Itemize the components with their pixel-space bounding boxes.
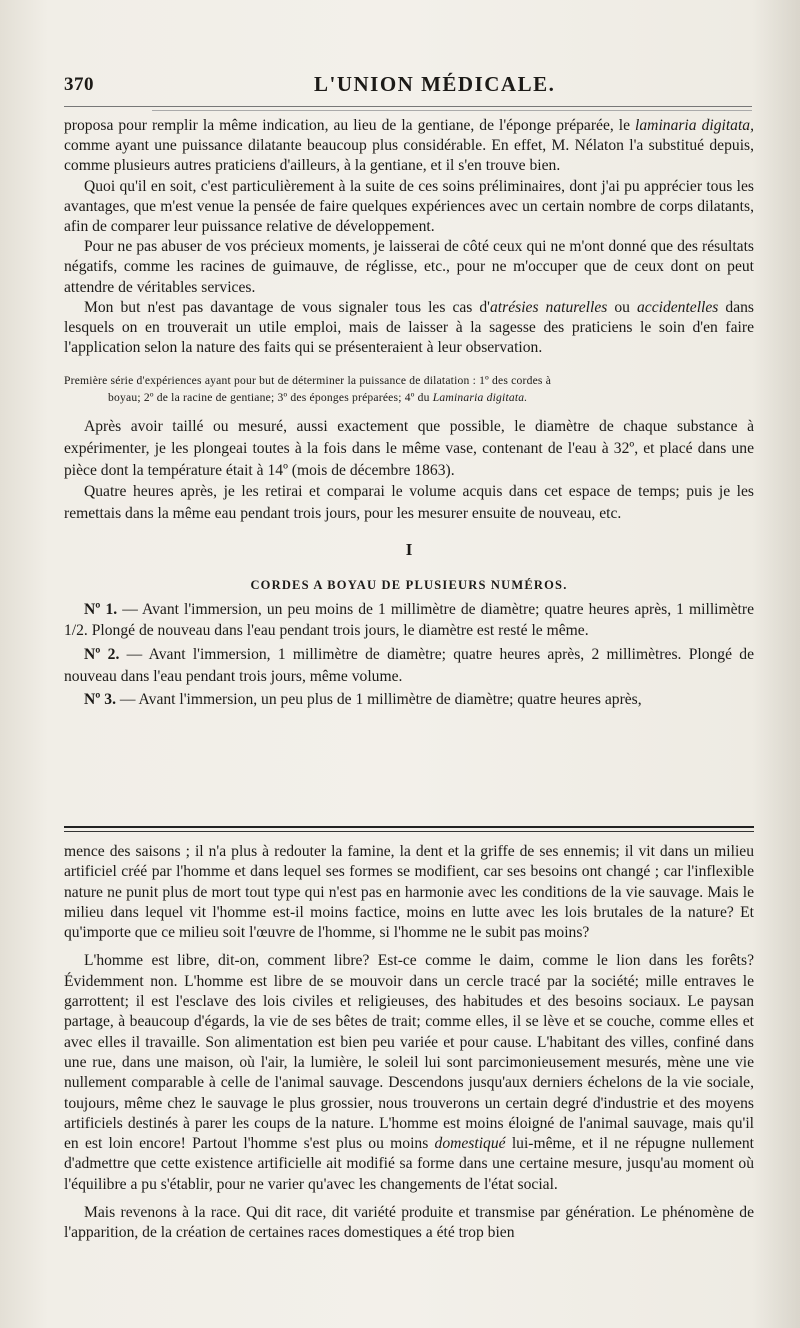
entry-1-text: — Avant l'immersion, un peu moins de 1 millimètre de diamètre; quatre heures après, 1 millimètre 1/2. Plongé de nouveau dans l'eau pendant trois jours, le diamètre est resté le même. <box>64 600 754 640</box>
paragraph-1-italic: laminaria digitata, <box>635 117 754 134</box>
feuilleton-rule <box>64 826 754 828</box>
feuilleton-body <box>64 842 754 1252</box>
feuilleton-paragraph-2-italic: domestiqué <box>434 1135 506 1153</box>
series-heading-line-1: Première série d'expériences ayant pour but de déterminer la puissance de dilatation : 1º des cordes à <box>64 374 552 388</box>
series-heading-line-2 <box>64 389 754 406</box>
paragraph-4-italic-2: accidentelles <box>636 298 719 316</box>
feuilleton-paragraph-2-text-a: L'homme est libre, dit-on, comment libre? Est-ce comme le daim, comme le lion dans les forêts? Évidemment non. L'homme est libre de se mouvoir dans un cercle tracé par la société; mille entraves le garrottent; il est l'esclave des lois civiles et religieuses, des habitudes et des besoins sociaux. Le paysan partage, à beaucoup d'égards, la vie de ses bêtes de trait; comme elles, il se lève et se couche, comme elles et avec elles il travaille. Son alimentation est bien peu variée et pour cause. L'habitant des villes, confiné dans une rue, dans une maison, où l'air, la lumière, le soleil lui sont parcimonieusement mesurés, mène une vie nullement comparable à celle de l'animal sauvage. Descendons jusqu'aux derniers échelons de la vie sociale, toujours, même chez le sauvage le plus grossier, nous trouverons un certain degré d'industrie et des moyens artificiels destinés à parer les coups de la nature. L'homme est moins éloigné de l'animal sauvage, mais qu'il en est loin encore! Partout l'homme s'est plus ou moins <box>64 952 754 1153</box>
page-header <box>64 72 754 102</box>
feuilleton-paragraph-1: mence des saisons ; il n'a plus à redouter la famine, la dent et la griffe de ses ennemis; il vit dans un milieu artificiel créé par l'homme et dans lequel ses formes se modifient, car ses besoins ont changé ; car l'inflexible nature ne punit plus de mort tout type qui n'est pas en harmonie avec les conditions de la vie sauvage. Mais le milieu dans lequel vit l'homme est-il moins factice, moins en lutte avec les lois brutales de la nature? Et qu'importe que ce milieu soit l'œuvre de l'homme, si l'homme ne le subit pas moins? <box>64 843 754 942</box>
paragraph-4-text-c: dans lesquels on en trouverait un utile emploi, mais de laisser à la sagesse des praticiens le soin d'en faire l'application selon la nature des faits qui se présenteraient à leur observation. <box>64 298 755 357</box>
entry-2-text: — Avant l'immersion, 1 millimètre de diamètre; quatre heures après, 2 millimètres. Plongé de nouveau dans l'eau pendant trois jours, même volume. <box>64 646 754 685</box>
feuilleton-rule-thin <box>64 831 754 832</box>
paragraph-4-text-a: Mon but n'est pas davantage de vous signaler tous les cas d' <box>84 298 490 316</box>
page-number: 370 <box>64 74 94 95</box>
series-heading-italic: Laminaria digitata. <box>432 391 528 405</box>
paragraph-4-text-b: ou <box>607 298 637 316</box>
section-number: I <box>405 540 413 560</box>
series-heading <box>64 372 754 406</box>
feuilleton-paragraph-2-text-b: lui-même, et il ne répugne nullement d'admettre que cette existence artificielle ait modifié sa forme dans une certaine mesure, jusqu'au moment où l'équilibre a pu s'établir, pour ne varier qu'avec les changements de l'état social. <box>64 1135 755 1193</box>
entry-3 <box>64 689 754 711</box>
entry-1 <box>64 599 754 642</box>
paragraph-4 <box>64 298 754 359</box>
paragraph-2: Quoi qu'il en soit, c'est particulièrement à la suite de ces soins préliminaires, dont j'ai pu apprécier tous les avantages, que m'est venue la pensée de faire quelques expériences avec un certain nombre de corps dilatants, afin de comparer leur puissance relative de développement. <box>64 177 754 236</box>
entry-2 <box>64 644 754 687</box>
paragraph-4-italic-1: atrésies naturelles <box>490 298 608 316</box>
entry-3-text: — Avant l'immersion, un peu plus de 1 millimètre de diamètre; quatre heures après, <box>116 691 642 709</box>
series-heading-line-2-text: boyau; 2º de la racine de gentiane; 3º des éponges préparées; 4º du <box>108 391 433 405</box>
paragraph-6: Quatre heures après, je les retirai et comparai le volume acquis dans cet espace de temps; puis je les remettais dans la même eau pendant trois jours, pour les mesurer ensuite de nouveau, etc. <box>64 483 754 522</box>
article-body <box>64 116 754 711</box>
header-rule <box>64 106 752 107</box>
paragraph-1 <box>64 116 754 177</box>
paragraph-3: Pour ne pas abuser de vos précieux moments, je laisserai de côté ceux qui ne m'ont donné que des résultats négatifs, comme les racines de guimauve, de réglisse, etc., pour ne m'occuper que de ceux dont on peut attendre de véritables services. <box>64 238 754 296</box>
feuilleton-paragraph-3: Mais revenons à la race. Qui dit race, dit variété produite et transmise par génération. Le phénomène de l'apparition, de la création de certaines races domestiques a été trop bien <box>64 1204 754 1242</box>
running-title: L'UNION MÉDICALE. <box>314 72 556 96</box>
feuilleton-paragraph-2 <box>64 951 754 1195</box>
paragraph-1-text: proposa pour remplir la même indication, au lieu de la gentiane, de l'éponge préparée, le <box>64 117 636 134</box>
paragraph-1-rest: comme ayant une puissance dilatante beaucoup plus considérable. En effet, M. Nélaton l'a substitué depuis, comme plusieurs autres praticiens d'ailleurs, à la gentiane, et il s'en trouve bien. <box>64 137 754 175</box>
entry-1-number: Nº 1. <box>84 600 118 618</box>
header-rule-secondary <box>152 110 752 111</box>
section-title: CORDES A BOYAU DE PLUSIEURS NUMÉROS. <box>250 577 568 592</box>
paragraph-5: Après avoir taillé ou mesuré, aussi exactement que possible, le diamètre de chaque substance à expérimenter, je les plongeai toutes à la fois dans le même vase, contenant de l'eau à 32º, et placé dans une pièce dont la température était à 14º (mois de décembre 1863). <box>64 418 754 479</box>
entry-3-number: Nº 3. <box>84 691 117 709</box>
entry-2-number: Nº 2. <box>84 646 120 663</box>
